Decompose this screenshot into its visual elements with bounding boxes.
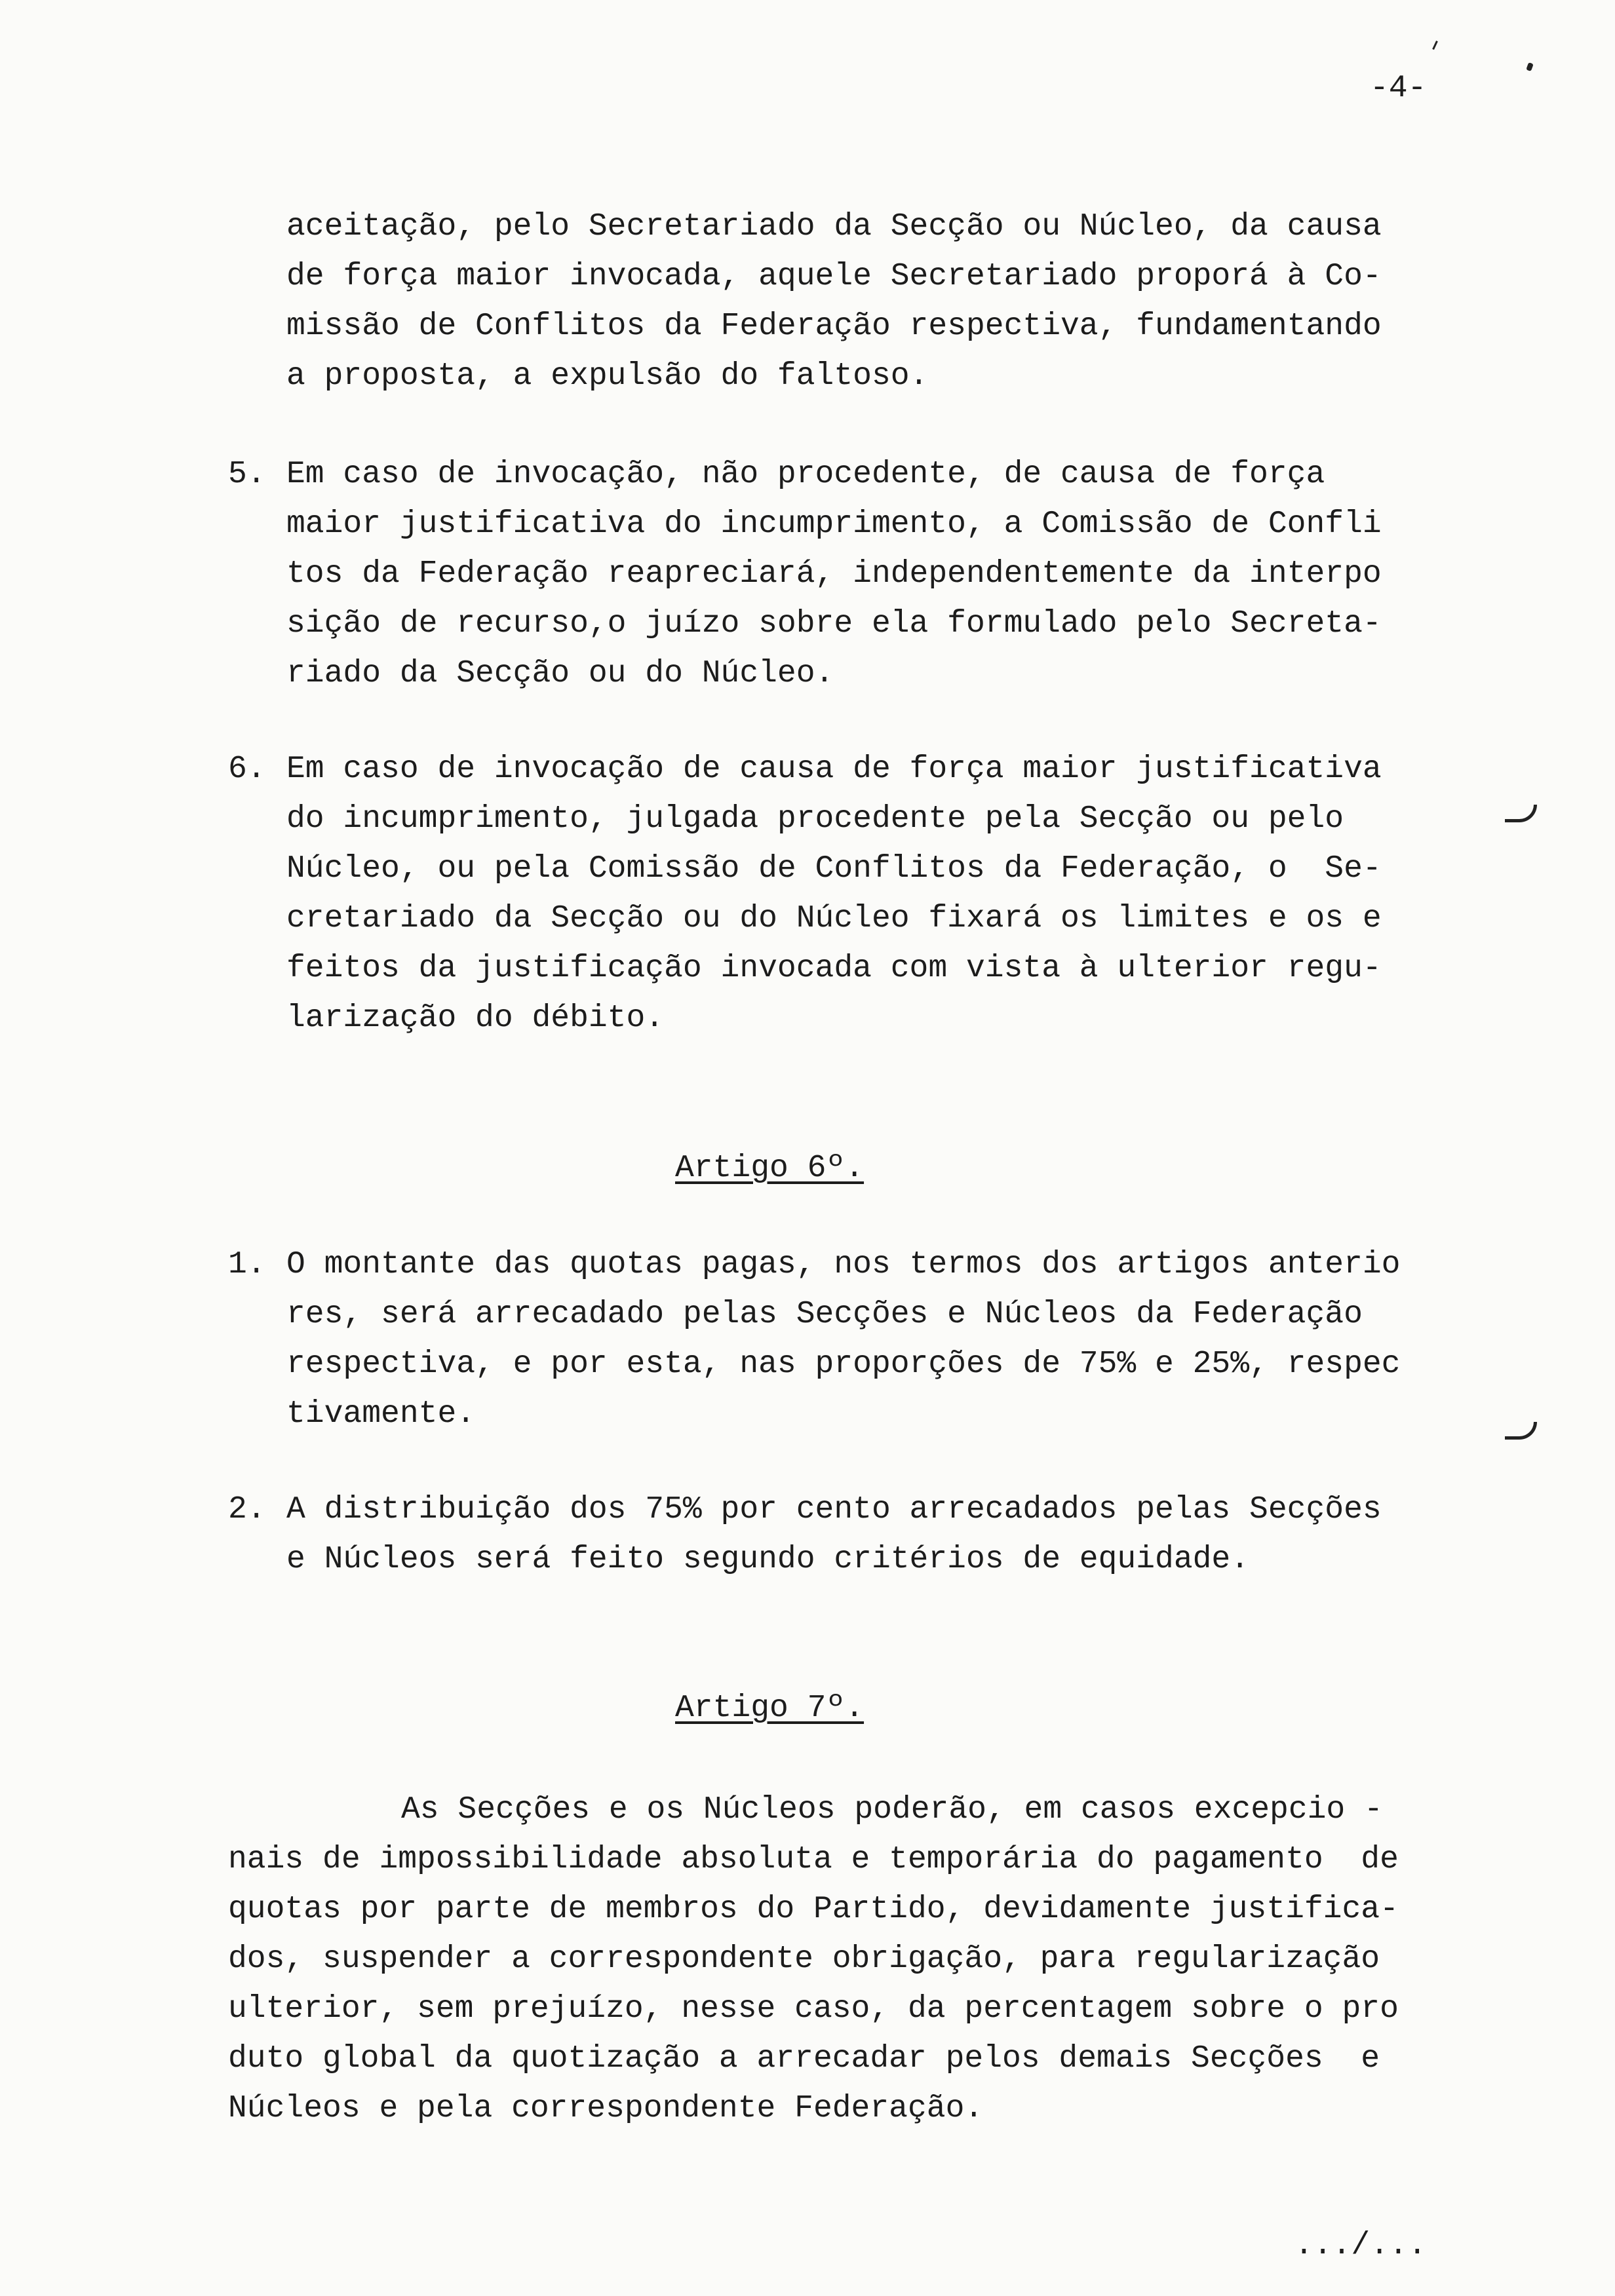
stray-mark-icon — [1526, 62, 1534, 71]
text-line: duto global da quotização a arrecadar pelos demais Secções e — [228, 2041, 1380, 2076]
item-number: 2. — [228, 1492, 266, 1527]
text-line: feitos da justificação invocada com vista à ulterior regu- — [286, 951, 1382, 986]
article-6-heading: Artigo 6º. — [675, 1151, 865, 1186]
text-line: res, será arrecadado pelas Secções e Núcleos da Federação — [286, 1297, 1363, 1332]
text-line: dos, suspender a correspondente obrigação, para regularização — [228, 1942, 1380, 1977]
text-line: aceitação, pelo Secretariado da Secção ou Núcleo, da causa — [286, 209, 1382, 244]
text-line: A distribuição dos 75% por cento arrecadados pelas Secções — [286, 1492, 1382, 1527]
stray-mark-icon — [1432, 41, 1438, 50]
page-number: -4- — [1370, 71, 1427, 106]
text-line: tos da Federação reapreciará, independentemente da interpo — [286, 556, 1382, 592]
text-line: e Núcleos será feito segundo critérios de equidade. — [286, 1542, 1250, 1577]
text-line: do incumprimento, julgada procedente pela Secção ou pelo — [286, 801, 1344, 837]
check-mark-icon — [1505, 805, 1537, 822]
text-line: Núcleos e pela correspondente Federação. — [228, 2091, 984, 2126]
item-number: 5. — [228, 457, 266, 492]
text-line: O montante das quotas pagas, nos termos dos artigos anterio — [286, 1247, 1401, 1282]
continuation-marker: .../... — [1294, 2228, 1427, 2263]
text-line: larização do débito. — [286, 1001, 665, 1036]
text-line: riado da Secção ou do Núcleo. — [286, 656, 834, 691]
text-line: sição de recurso,o juízo sobre ela formulado pelo Secreta- — [286, 606, 1382, 641]
text-line: cretariado da Secção ou do Núcleo fixará os limites e os e — [286, 901, 1382, 936]
text-line: As Secções e os Núcleos poderão, em casos excepcio - — [401, 1792, 1383, 1827]
text-line: de força maior invocada, aquele Secretariado proporá à Co- — [286, 259, 1382, 294]
text-line: maior justificativa do incumprimento, a Comissão de Confli — [286, 507, 1382, 542]
check-mark-icon — [1505, 1422, 1537, 1440]
text-line: Núcleo, ou pela Comissão de Conflitos da Federação, o Se- — [286, 851, 1382, 887]
article-7-heading: Artigo 7º. — [675, 1691, 865, 1726]
text-line: ulterior, sem prejuízo, nesse caso, da percentagem sobre o pro — [228, 1991, 1399, 2027]
text-line: quotas por parte de membros do Partido, devidamente justifica- — [228, 1892, 1399, 1927]
text-line: a proposta, a expulsão do faltoso. — [286, 358, 929, 394]
text-line: nais de impossibilidade absoluta e temporária do pagamento de — [228, 1842, 1399, 1877]
text-line: respectiva, e por esta, nas proporções de 75% e 25%, respec — [286, 1347, 1401, 1382]
text-line: Em caso de invocação, não procedente, de causa de força — [286, 457, 1325, 492]
text-line: missão de Conflitos da Federação respectiva, fundamentando — [286, 309, 1382, 344]
text-line: tivamente. — [286, 1396, 476, 1432]
text-line: Em caso de invocação de causa de força maior justificativa — [286, 752, 1382, 787]
item-number: 1. — [228, 1247, 266, 1282]
item-number: 6. — [228, 752, 266, 787]
